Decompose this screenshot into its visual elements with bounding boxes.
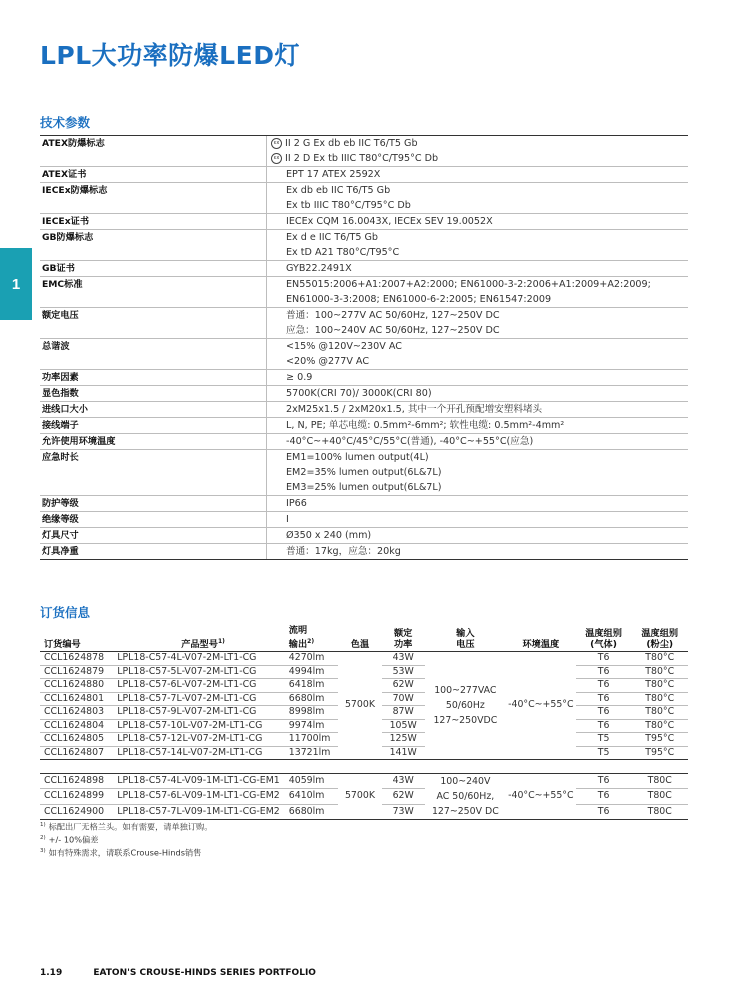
table-row — [40, 652, 688, 666]
order-code: CCL1624880 — [40, 679, 117, 693]
temp-class-dust: T80°C — [631, 706, 688, 720]
spec-row — [40, 339, 688, 370]
spec-value-text: Ex tD A21 T80°C/T95°C — [286, 247, 400, 258]
spec-value-line — [286, 167, 688, 182]
spec-row — [40, 370, 688, 386]
spec-value-text: IP66 — [286, 498, 307, 509]
spec-value-text: 普通：100~277V AC 50/60Hz, 127~250V DC — [286, 310, 500, 321]
input-voltage — [425, 652, 506, 760]
spec-value-text: I — [286, 514, 289, 525]
temp-class-gas: T6 — [576, 774, 632, 789]
spec-row — [40, 512, 688, 528]
spec-value-text: GYB22.2491X — [286, 263, 352, 274]
product-model: LPL18-C57-5L-V07-2M-LT1-CG — [117, 665, 289, 679]
spec-value-text: 5700K(CRI 70)/ 3000K(CRI 80) — [286, 388, 432, 399]
spec-value — [266, 528, 688, 543]
spec-value — [266, 230, 688, 260]
spec-row — [40, 496, 688, 512]
temp-class-gas: T6 — [576, 665, 632, 679]
temp-class-gas: T6 — [576, 692, 632, 706]
spec-value-text: <20% @277V AC — [286, 356, 370, 367]
spec-value-line — [286, 402, 688, 417]
chapter-number: 1 — [11, 275, 21, 293]
rated-power: 105W — [382, 719, 425, 733]
product-model: LPL18-C57-6L-V09-1M-LT1-CG-EM2 — [117, 789, 289, 804]
header-cct: 色温 — [338, 625, 381, 652]
footnote-text: 如有特殊需求，请联系Crouse-Hinds销售 — [48, 848, 202, 859]
input-voltage-line: 127~250VDC — [433, 715, 498, 727]
color-temperature: 5700K — [338, 652, 381, 760]
ambient-temperature: -40°C~+55°C — [506, 652, 576, 760]
ex-mark-icon: εx — [271, 153, 282, 164]
footnote-mark: 1) — [40, 822, 46, 828]
footnote — [40, 833, 212, 846]
spec-value-line — [286, 496, 688, 511]
spec-label: 绝缘等级 — [42, 514, 79, 525]
spec-value-line — [286, 230, 688, 245]
table-row — [40, 774, 688, 789]
header-code: 订货编号 — [40, 625, 117, 652]
spec-label: ATEX防爆标志 — [42, 138, 105, 149]
footnote — [40, 846, 212, 859]
lumen-output: 6410lm — [289, 789, 339, 804]
temp-class-dust: T95°C — [631, 746, 688, 760]
spec-value-text: Ø350 x 240 (mm) — [286, 530, 372, 541]
spec-value-text: ≥ 0.9 — [286, 372, 313, 383]
product-model: LPL18-C57-7L-V09-1M-LT1-CG-EM2 — [117, 804, 289, 819]
header-ambient: 环境温度 — [506, 625, 576, 652]
spec-value-text: EPT 17 ATEX 2592X — [286, 169, 381, 180]
spec-label: GB证书 — [42, 263, 75, 274]
spec-value-line — [286, 480, 688, 495]
order-code: CCL1624807 — [40, 746, 117, 760]
spec-value-line — [286, 214, 688, 229]
spec-value-text: II 2 G Ex db eb IIC T6/T5 Gb — [285, 138, 418, 149]
lumen-output: 6680lm — [289, 804, 339, 819]
spec-value-line — [273, 151, 688, 166]
lumen-output: 6680lm — [289, 692, 339, 706]
spec-value-line — [286, 261, 688, 276]
spec-label: EMC标准 — [42, 279, 83, 290]
footer-text: EATON'S CROUSE-HINDS SERIES PORTFOLIO — [93, 968, 316, 978]
spec-value — [266, 261, 688, 276]
lumen-output: 4270lm — [289, 652, 339, 666]
spec-value — [266, 496, 688, 511]
spec-label: 允许使用环境温度 — [42, 436, 116, 447]
spec-label: ATEX证书 — [42, 169, 87, 180]
rated-power: 53W — [382, 665, 425, 679]
group-spacer — [40, 760, 688, 774]
order-table — [40, 625, 688, 820]
spec-value-line — [286, 198, 688, 213]
product-model: LPL18-C57-6L-V07-2M-LT1-CG — [117, 679, 289, 693]
input-voltage — [425, 774, 506, 820]
spec-label: 显色指数 — [42, 388, 79, 399]
spec-value-line — [286, 292, 688, 307]
temp-class-gas: T6 — [576, 706, 632, 720]
temp-class-dust: T80°C — [631, 692, 688, 706]
rated-power: 62W — [382, 679, 425, 693]
ex-mark-icon: εx — [271, 138, 282, 149]
spec-row — [40, 261, 688, 277]
order-code: CCL1624899 — [40, 789, 117, 804]
spec-value-line — [286, 339, 688, 354]
spec-row — [40, 402, 688, 418]
spec-value-line — [286, 183, 688, 198]
spec-label: 防护等级 — [42, 498, 79, 509]
spec-value-text: L, N, PE; 单芯电缆: 0.5mm²-6mm²; 软性电缆: 0.5mm²-4mm² — [286, 420, 565, 431]
rated-power: 43W — [382, 774, 425, 789]
spec-value-line — [286, 308, 688, 323]
rated-power: 125W — [382, 733, 425, 747]
spec-label: 额定电压 — [42, 310, 79, 321]
spec-value-line — [286, 386, 688, 401]
spec-value-line — [286, 370, 688, 385]
page-footer — [40, 968, 316, 978]
product-model: LPL18-C57-4L-V09-1M-LT1-CG-EM1 — [117, 774, 289, 789]
spec-value — [266, 434, 688, 449]
product-model: LPL18-C57-10L-V07-2M-LT1-CG — [117, 719, 289, 733]
spec-value-line — [286, 544, 688, 559]
spec-row — [40, 544, 688, 560]
page-number: 1.19 — [40, 968, 63, 978]
spec-row — [40, 214, 688, 230]
ambient-temperature: -40°C~+55°C — [506, 774, 576, 820]
spec-row — [40, 167, 688, 183]
spec-value-text: EN61000-3-3:2008; EN61000-6-2:2005; EN61547:2009 — [286, 294, 552, 305]
spec-value — [266, 167, 688, 182]
temp-class-gas: T5 — [576, 733, 632, 747]
footnote-text: +/- 10%偏差 — [48, 834, 99, 845]
header-model: 产品型号$^{1)}$ — [117, 625, 289, 652]
spec-value — [266, 308, 688, 338]
spec-label: 灯具尺寸 — [42, 530, 79, 541]
spec-value — [266, 418, 688, 433]
spec-row — [40, 450, 688, 496]
spec-value-line — [286, 418, 688, 433]
spec-label: 总谐波 — [42, 341, 70, 352]
page-title: LPL大功率防爆LED灯 — [40, 41, 300, 70]
lumen-output: 9974lm — [289, 719, 339, 733]
spec-value-line — [286, 323, 688, 338]
input-voltage-line: 100~277VAC — [434, 685, 497, 697]
lumen-output: 8998lm — [289, 706, 339, 720]
spec-row — [40, 386, 688, 402]
spec-value-line — [286, 450, 688, 465]
temp-class-dust: T80°C — [631, 679, 688, 693]
input-voltage-line: 127~250V DC — [431, 806, 499, 818]
product-model: LPL18-C57-14L-V07-2M-LT1-CG — [117, 746, 289, 760]
spec-row — [40, 308, 688, 339]
order-code: CCL1624805 — [40, 733, 117, 747]
spec-value-text: EM3=25% lumen output(6L&7L) — [286, 482, 442, 493]
spec-row — [40, 418, 688, 434]
spec-section-title: 技术参数 — [40, 115, 91, 130]
footnote-text: 标配出厂无格兰头。如有需要，请单独订购。 — [48, 821, 213, 832]
input-voltage-line: 100~240V — [440, 776, 491, 788]
spec-value — [266, 450, 688, 495]
spec-label: IECEx防爆标志 — [42, 185, 108, 196]
order-code: CCL1624879 — [40, 665, 117, 679]
order-code: CCL1624878 — [40, 652, 117, 666]
temp-class-gas: T6 — [576, 652, 632, 666]
spec-value-text: -40°C~+40°C/45°C/55°C(普通), -40°C~+55°C(应急) — [286, 436, 534, 447]
spec-label: 接线端子 — [42, 420, 79, 431]
order-code: CCL1624900 — [40, 804, 117, 819]
spec-label: IECEx证书 — [42, 216, 90, 227]
temp-class-gas: T6 — [576, 789, 632, 804]
spec-table — [40, 135, 688, 560]
spec-value — [266, 544, 688, 559]
spec-label: 灯具净重 — [42, 546, 79, 557]
spec-value-text: 普通：17kg，应急：20kg — [286, 546, 401, 557]
spec-value-text: EM1=100% lumen output(4L) — [286, 452, 429, 463]
spec-value — [266, 136, 688, 166]
footnote — [40, 820, 212, 833]
spec-label: 应急时长 — [42, 452, 79, 463]
footnotes — [40, 820, 212, 860]
spec-value-line — [286, 512, 688, 527]
spec-value-text: 应急：100~240V AC 50/60Hz, 127~250V DC — [286, 325, 500, 336]
spec-label: 功率因素 — [42, 372, 79, 383]
spec-value — [266, 214, 688, 229]
header-tdust: 温度组别 (粉尘) — [631, 625, 688, 652]
order-code: CCL1624898 — [40, 774, 117, 789]
spec-row — [40, 528, 688, 544]
spec-value — [266, 386, 688, 401]
footnote-mark: 2) — [40, 835, 46, 842]
order-code: CCL1624803 — [40, 706, 117, 720]
spec-row — [40, 230, 688, 261]
lumen-output: 4059lm — [289, 774, 339, 789]
temp-class-dust: T80°C — [631, 719, 688, 733]
color-temperature: 5700K — [338, 774, 381, 820]
rated-power: 43W — [382, 652, 425, 666]
header-power: 额定 功率 — [382, 625, 425, 652]
spec-value-text: Ex tb IIIC T80°C/T95°C Db — [286, 200, 411, 211]
spec-value — [266, 402, 688, 417]
input-voltage-line: AC 50/60Hz, — [436, 791, 495, 803]
spec-value-text: IECEx CQM 16.0043X, IECEx SEV 19.0052X — [286, 216, 493, 227]
spec-row — [40, 434, 688, 450]
spec-value — [266, 339, 688, 369]
temp-class-dust: T80°C — [631, 665, 688, 679]
spec-value-text: 2xM25x1.5 / 2xM20x1.5, 其中一个开孔预配增安塑料堵头 — [286, 404, 543, 415]
spec-value-line — [286, 354, 688, 369]
temp-class-dust: T80C — [631, 804, 688, 819]
order-section-title: 订货信息 — [40, 605, 91, 620]
rated-power: 70W — [382, 692, 425, 706]
spec-value-text: Ex d e IIC T6/T5 Gb — [286, 232, 379, 243]
order-code: CCL1624804 — [40, 719, 117, 733]
rated-power: 141W — [382, 746, 425, 760]
rated-power: 73W — [382, 804, 425, 819]
spec-value-text: II 2 D Ex tb IIIC T80°C/T95°C Db — [285, 153, 439, 164]
spec-row — [40, 136, 688, 167]
product-model: LPL18-C57-9L-V07-2M-LT1-CG — [117, 706, 289, 720]
lumen-output: 4994lm — [289, 665, 339, 679]
order-code: CCL1624801 — [40, 692, 117, 706]
header-flux: 流明 输出$^{2)}$ — [289, 625, 339, 652]
temp-class-dust: T80°C — [631, 652, 688, 666]
header-input: 输入 电压 — [425, 625, 506, 652]
spec-value-text: EM2=35% lumen output(6L&7L) — [286, 467, 442, 478]
lumen-output: 11700lm — [289, 733, 339, 747]
product-model: LPL18-C57-12L-V07-2M-LT1-CG — [117, 733, 289, 747]
rated-power: 62W — [382, 789, 425, 804]
spec-value-text: <15% @120V~230V AC — [286, 341, 402, 352]
spec-row — [40, 183, 688, 214]
spec-label: GB防爆标志 — [42, 232, 94, 243]
spec-value-line — [273, 136, 688, 151]
order-header-row — [40, 625, 688, 652]
temp-class-gas: T6 — [576, 804, 632, 819]
header-tgas: 温度组别 (气体) — [576, 625, 632, 652]
spec-value — [266, 370, 688, 385]
spec-value-line — [286, 245, 688, 260]
chapter-tab — [0, 248, 32, 320]
temp-class-dust: T80C — [631, 789, 688, 804]
input-voltage-line: 50/60Hz — [445, 700, 485, 712]
spec-value-text: Ex db eb IIC T6/T5 Gb — [286, 185, 391, 196]
spec-value-line — [286, 528, 688, 543]
temp-class-dust: T80C — [631, 774, 688, 789]
spec-value — [266, 277, 688, 307]
product-model: LPL18-C57-7L-V07-2M-LT1-CG — [117, 692, 289, 706]
spec-value-line — [286, 277, 688, 292]
product-model: LPL18-C57-4L-V07-2M-LT1-CG — [117, 652, 289, 666]
lumen-output: 6418lm — [289, 679, 339, 693]
footnote-mark: 3) — [40, 848, 46, 855]
spec-row — [40, 277, 688, 308]
temp-class-gas: T6 — [576, 679, 632, 693]
spec-value-text: EN55015:2006+A1:2007+A2:2000; EN61000-3-2:2006+A1:2009+A2:2009; — [286, 279, 651, 290]
spec-value — [266, 512, 688, 527]
temp-class-dust: T95°C — [631, 733, 688, 747]
lumen-output: 13721lm — [289, 746, 339, 760]
temp-class-gas: T5 — [576, 746, 632, 760]
temp-class-gas: T6 — [576, 719, 632, 733]
rated-power: 87W — [382, 706, 425, 720]
spec-value — [266, 183, 688, 213]
spec-label: 进线口大小 — [42, 404, 88, 415]
spec-value-line — [286, 434, 688, 449]
spec-value-line — [286, 465, 688, 480]
